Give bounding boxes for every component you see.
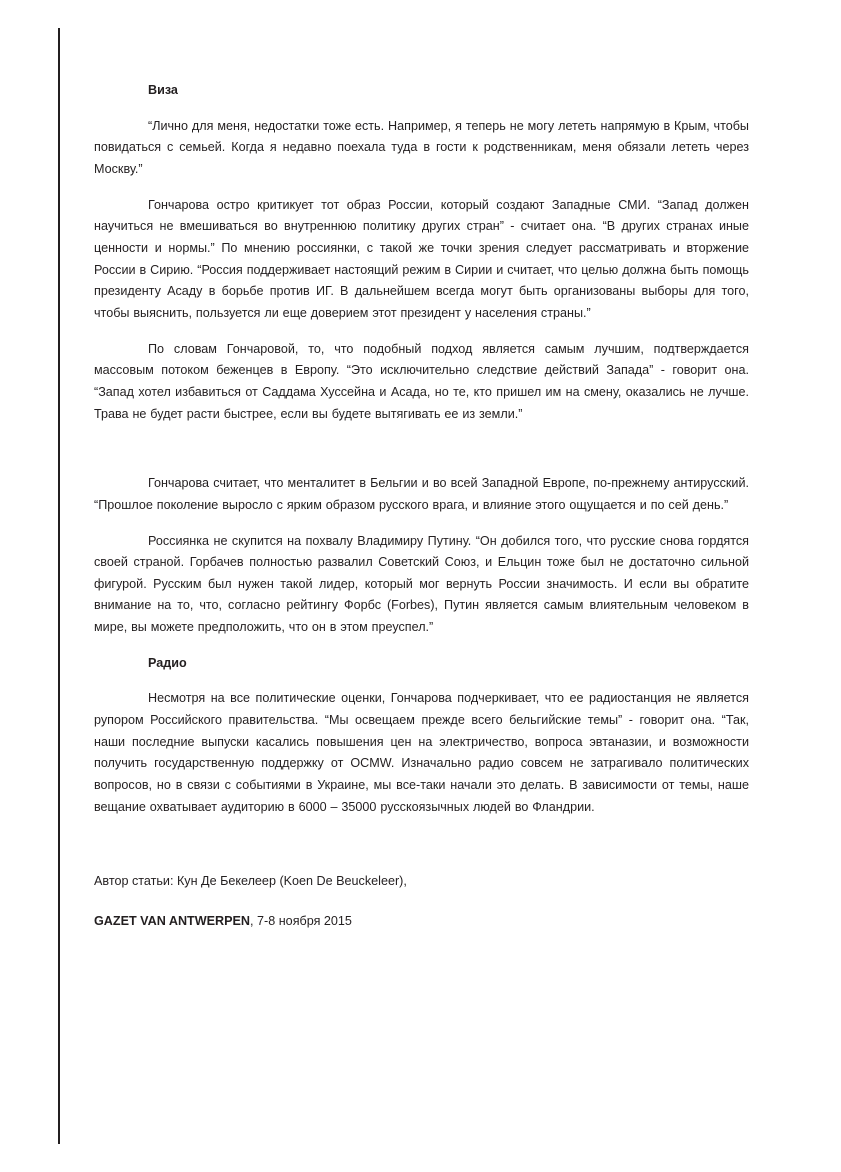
- document-footer: [94, 870, 749, 934]
- paragraph-visa-5: Россиянка не скупится на похвалу Владимиру Путину. “Он добился того, что русские снова гордятся своей страной. Горбачев полностью развалил Советский Союз, и Ельцин тоже был не достаточно сильной фигурой. Русским был нужен такой лидер, который мог вернуть России значимость. И если вы обратите внимание на то, что, согласно рейтингу Форбс (Forbes), Путин является самым влиятельным человеком в мире, вы можете предположить, что он в этом преуспел.”: [94, 533, 749, 635]
- paragraph-spacer: [94, 439, 749, 473]
- footer-publication-date: , 7-8 ноября 2015: [250, 914, 352, 929]
- paragraph-visa-4: Гончарова считает, что менталитет в Бельгии и во всей Западной Европе, по-прежнему антирусский. “Прошлое поколение выросло с ярким образом русского врага, и влияние этого ощущается и по сей день.”: [94, 476, 749, 512]
- section-heading-visa: Виза: [148, 83, 178, 97]
- footer-author: Автор статьи: Кун Де Бекелеер (Koen De Beuckeleer),: [94, 874, 407, 889]
- left-margin-rule: [58, 28, 60, 1144]
- paragraph-visa-1: “Лично для меня, недостатки тоже есть. Например, я теперь не могу лететь напрямую в Крым, чтобы повидаться с семьей. Когда я недавно поехала туда в гости к родственникам, меня обязали лететь через Москву.”: [94, 118, 749, 176]
- section-heading-radio: Радио: [148, 655, 187, 670]
- paragraph-radio-1: Несмотря на все политические оценки, Гончарова подчеркивает, что ее радиостанция не является рупором Российского правительства. “Мы освещаем прежде всего бельгийские темы” - говорит она. “Так, наши последние выпуски касались повышения цен на электричество, вопроса эвтаназии, и возможности получить государственную поддержку от OCMW. Изначально радио совсем не затрагивало политических вопросов, но в связи с событиями в Украине, мы все-таки начали это делать. В зависимости от темы, наше вещание охватывает аудиторию в 6000 – 35000 русскоязычных людей во Фландрии.: [94, 691, 749, 814]
- paragraph-visa-2: Гончарова остро критикует тот образ России, который создают Западные СМИ. “Запад должен научиться не вмешиваться во внутреннюю политику других стран” - считает она. “В других странах иные ценности и нормы.” По мнению россиянки, с такой же точки зрения следует рассматривать и вторжение России в Сирию. “Россия поддерживает настоящий режим в Сирии и считает, что целью должна быть помощь президенту Асаду в борьбе против ИГ. В дальнейшем всегда могут быть организованы выборы для того, чтобы выяснить, пользуется ли еще доверием этот президент у населения страны.”: [94, 197, 749, 320]
- footer-publication: [94, 910, 749, 934]
- footer-publication-name: GAZET VAN ANTWERPEN: [94, 914, 251, 929]
- document-body: [94, 80, 749, 934]
- paragraph-visa-3: По словам Гончаровой, то, что подобный подход является самым лучшим, подтверждается массовым потоком беженцев в Европу. “Это исключительно следствие действий Запада” - говорит она. “Запад хотел избавиться от Саддама Хуссейна и Асада, но те, кто пришел им на смену, оказались не лучше. Трава не будет расти быстрее, если вы будете вытягивать ее из земли.”: [94, 341, 749, 421]
